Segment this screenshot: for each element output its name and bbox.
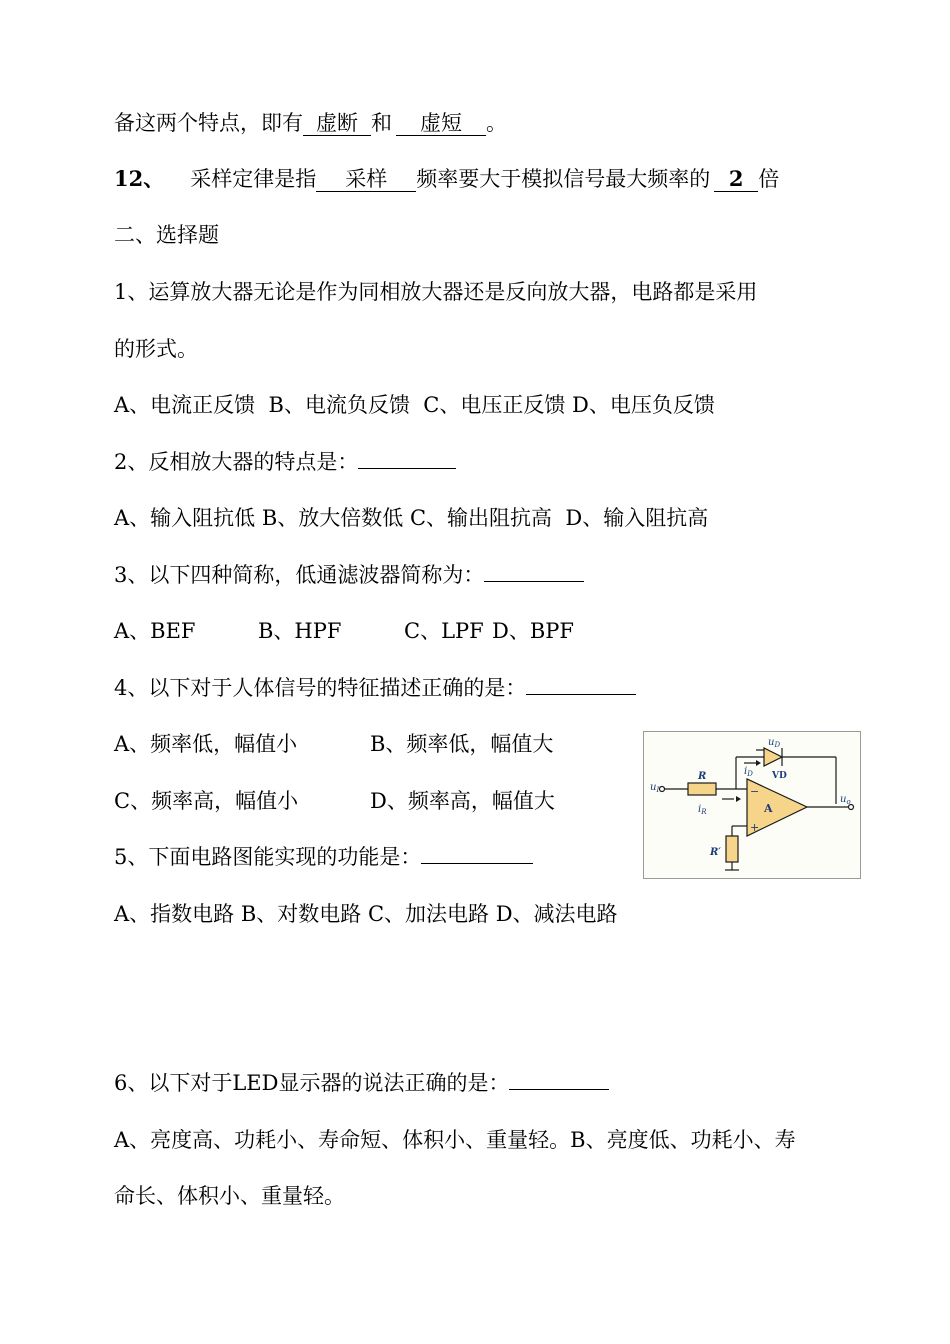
circuit-diagram <box>643 731 861 879</box>
question-6 <box>114 1068 609 1098</box>
question-6-options-line2: 命长、体积小、重量轻。 <box>114 1184 345 1208</box>
input-terminal <box>660 787 665 792</box>
answer-blank-q5 <box>421 843 533 864</box>
question-6-options-line1: A、亮度高、功耗小、寿命短、体积小、重量轻。B、亮度低、功耗小、寿 <box>114 1128 796 1152</box>
question-4 <box>114 673 636 703</box>
question-1-options: A、电流正反馈 B、电流负反馈 C、电压正反馈 D、电压负反馈 <box>114 393 715 417</box>
question-3-options <box>114 616 574 646</box>
question-12-text2: 频率要大于模拟信号最大频率的 <box>416 167 711 191</box>
ir-arrow <box>736 796 741 802</box>
answer-blank-sampling: 采样 <box>316 167 416 192</box>
question-1-line2: 的形式。 <box>114 337 198 361</box>
answer-blank-virtual-open: 虚断 <box>303 111 371 136</box>
question-1-line1: 1、运算放大器无论是作为同相放大器还是反向放大器，电路都是采用 <box>114 280 758 304</box>
question-4-options-row1 <box>114 729 553 759</box>
answer-blank-multiple: 2 <box>714 167 758 192</box>
label-uo: $u_o$ <box>840 794 851 806</box>
label-ir: $i_R$ <box>698 804 707 816</box>
question-4-option-c: C、频率高，幅值小 <box>114 789 299 813</box>
question-2-options: A、输入阻抗低 B、放大倍数低 C、输出阻抗高 D、输入阻抗高 <box>114 506 709 530</box>
label-minus: − <box>750 785 760 798</box>
question-12-text3: 倍 <box>758 167 780 191</box>
label-ui: $u_I$ <box>650 782 660 794</box>
label-plus: + <box>750 821 760 834</box>
question-4-option-a: A、频率低，幅值小 <box>114 732 298 756</box>
answer-blank-q3 <box>484 561 584 582</box>
question-2-text: 2、反相放大器的特点是： <box>114 450 359 474</box>
question-3-option-a: A、BEF <box>114 619 196 643</box>
top-line-prefix: 备这两个特点，即有 <box>114 111 303 135</box>
answer-blank-q4 <box>526 674 636 695</box>
question-5-options: A、指数电路 B、对数电路 C、加法电路 D、减法电路 <box>114 902 618 926</box>
question-12-number: 12、 <box>114 166 165 191</box>
question-3-option-b: B、HPF <box>258 619 342 643</box>
question-3-option-d: D、BPF <box>492 619 574 643</box>
top-line <box>114 108 507 138</box>
diode-vd <box>764 748 782 766</box>
id-arrow <box>756 760 761 766</box>
answer-blank-q6 <box>509 1069 609 1090</box>
question-2 <box>114 447 456 477</box>
question-3 <box>114 560 584 590</box>
resistor-r <box>688 783 716 795</box>
answer-blank-virtual-short: 虚短 <box>396 111 486 136</box>
circuit-svg <box>644 732 860 878</box>
question-4-text: 4、以下对于人体信号的特征描述正确的是： <box>114 676 527 700</box>
question-6-text: 6、以下对于LED显示器的说法正确的是： <box>114 1071 510 1095</box>
question-5 <box>114 842 533 872</box>
resistor-r-prime <box>726 836 738 862</box>
question-12-text1: 采样定律是指 <box>190 167 317 191</box>
section-title: 二、选择题 <box>114 223 219 247</box>
question-3-text: 3、以下四种简称，低通滤波器简称为： <box>114 563 485 587</box>
top-line-suffix: 。 <box>486 111 507 135</box>
label-ud: $u_D$ <box>768 737 781 749</box>
label-id: $i_D$ <box>744 766 753 778</box>
label-r: R <box>698 771 707 782</box>
question-5-text: 5、下面电路图能实现的功能是： <box>114 845 422 869</box>
question-4-option-b: B、频率低，幅值大 <box>370 732 554 756</box>
question-4-option-d: D、频率高，幅值大 <box>370 789 555 813</box>
question-12 <box>114 164 779 194</box>
label-vd: VD <box>772 771 787 781</box>
top-line-mid: 和 <box>371 111 392 135</box>
label-r-prime: R′ <box>710 847 721 858</box>
question-4-options-row2 <box>114 786 555 816</box>
question-3-option-c: C、LPF <box>404 619 484 643</box>
label-a: A <box>764 802 773 815</box>
answer-blank-q2 <box>358 448 456 469</box>
